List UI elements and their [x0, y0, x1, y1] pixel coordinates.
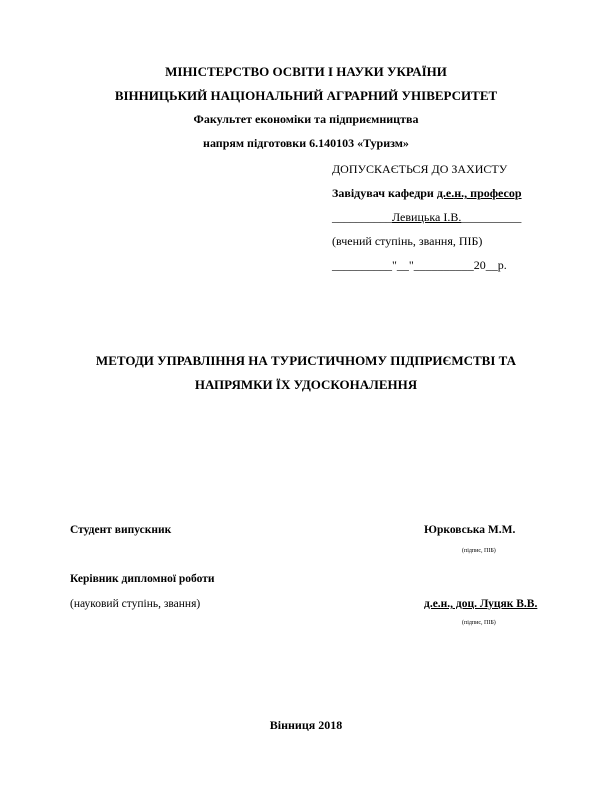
student-sign-caption: (підпис, ПІБ)	[462, 548, 496, 554]
department-head-degree: д.е.н., професор	[436, 186, 522, 200]
ministry-heading: МІНІСТЕРСТВО ОСВІТИ І НАУКИ УКРАЇНИ	[165, 64, 447, 79]
student-label: Студент випускник	[70, 524, 172, 536]
supervisor-degree-label: (науковий ступінь, звання)	[70, 598, 201, 610]
name-underline-left: __________	[332, 210, 392, 224]
department-head-name-line	[332, 210, 521, 225]
date-line: __________"__"__________20__р.	[332, 258, 507, 272]
supervisor-sign-caption: (підпис, ПІБ)	[462, 620, 496, 626]
direction-line: напрям підготовки 6.140103 «Туризм»	[203, 136, 409, 150]
faculty-line: Факультет економіки та підприємництва	[193, 112, 419, 126]
supervisor-name: д.е.н., доц. Луцяк В.В.	[424, 598, 538, 610]
department-head-prefix: Завідувач кафедри	[332, 186, 437, 200]
name-underline-right: __________	[461, 210, 522, 224]
university-heading: ВІННИЦЬКИЙ НАЦІОНАЛЬНИЙ АГРАРНИЙ УНІВЕРСИТЕТ	[114, 88, 498, 103]
department-head-name: Левицька І.В.	[392, 210, 462, 224]
city-year: Вінниця 2018	[269, 718, 343, 732]
thesis-title-line1: МЕТОДИ УПРАВЛІННЯ НА ТУРИСТИЧНОМУ ПІДПРИЄМСТВІ ТА	[95, 353, 517, 368]
thesis-title-line2: НАПРЯМКИ ЇХ УДОСКОНАЛЕННЯ	[194, 377, 418, 392]
approval-title: ДОПУСКАЄТЬСЯ ДО ЗАХИСТУ	[332, 162, 508, 176]
supervisor-label: Керівник дипломної роботи	[70, 573, 215, 585]
student-name: Юрковська М.М.	[424, 524, 516, 536]
degree-caption: (вчений ступінь, звання, ПІБ)	[332, 234, 483, 248]
department-head-line	[332, 186, 522, 201]
